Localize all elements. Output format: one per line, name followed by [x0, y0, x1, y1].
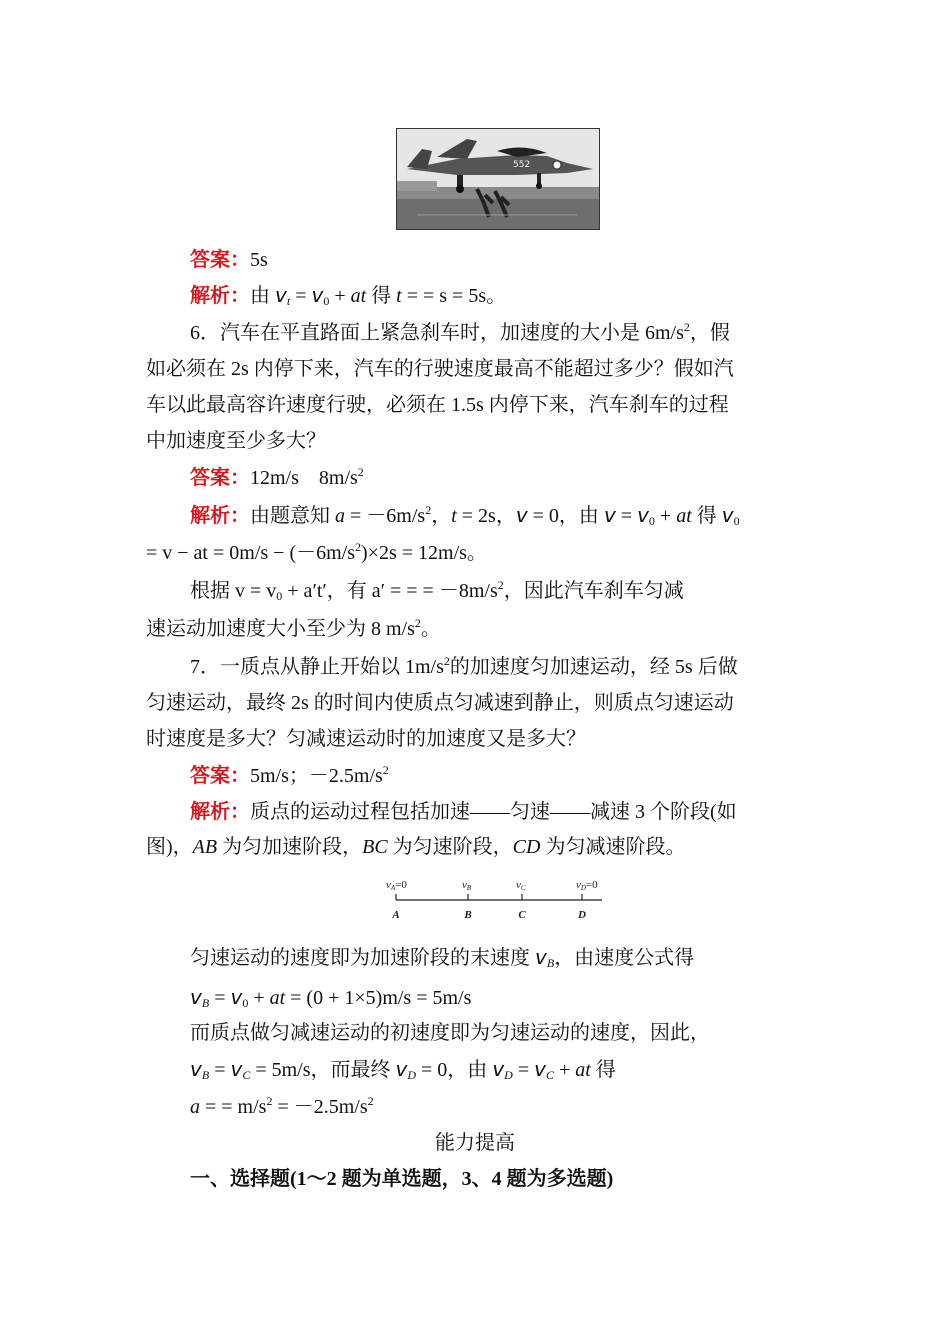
q6-line-1: 6．汽车在平直路面上紧急刹车时，加速度的大小是 $6m/s^2$，假 [190, 320, 730, 344]
q6-analysis-2: = v − at = $0m/s - (-6m/s^2)\times 2s = 12m/s$。 [146, 540, 487, 564]
q6-analysis-1: 解析：由题意知 $a = -6m/s^2$，t = 2s，v = 0，由 $v = v_0$ + at 得 $v_0$ [190, 503, 740, 528]
label-vb: vB [462, 879, 472, 892]
q6-analysis-4: 速运动加速度大小至少为 8 $m/s^2$。 [146, 616, 441, 640]
motion-diagram [380, 874, 620, 924]
q7-analysis-6: $v_B = v_C = 5m/s$，而最终 $v_D = 0$，由 $v_D = v_C$ + at 得 [190, 1057, 616, 1082]
q7-line-1: 7．一质点从静止开始以 $1m/s^2$的加速度匀加速运动，经 5s 后做 [190, 654, 738, 678]
q5-answer: 答案：5s [190, 247, 268, 271]
q7-line-3: 时速度是多大？匀减速运动时的加速度又是多大？ [146, 728, 586, 750]
label-va: vA=0 [386, 879, 407, 892]
q7-analysis-5: 而质点做匀减速运动的初速度即为匀速运动的速度，因此， [190, 1022, 710, 1044]
point-b: B [464, 909, 472, 921]
q7-analysis-3: 匀速运动的速度即为加速阶段的末速度 $v_B$，由速度公式得 [190, 945, 695, 970]
q6-line-3: 车以此最高容许速度行驶，必须在 1.5s 内停下来，汽车刹车的过程 [146, 394, 729, 416]
q6-analysis-3: 根据 $v = v_0 + a't'$，有 a′ = = = $-8m/s^2$，因此汽车刹车匀减 [190, 578, 684, 603]
section-heading: 一、选择题(1～2 题为单选题，3、4 题为多选题) [190, 1168, 614, 1190]
label-vc: vC [516, 879, 526, 892]
fighter-jet-image [397, 129, 599, 229]
q7-analysis-7: a = = $m/s^2 = -2.5m/s^2$ [190, 1094, 374, 1118]
tail-number: 552 [513, 160, 531, 170]
q7-answer: 答案：5m/s；$-2.5m/s^2$ [190, 763, 389, 787]
fighter-jet-photo [396, 128, 600, 230]
q6-line-4: 中加速度至少多大？ [146, 430, 326, 452]
point-d: D [578, 909, 586, 921]
q7-line-2: 匀速运动，最终 2s 的时间内使质点匀减速到静止，则质点匀速运动 [146, 692, 734, 714]
q6-line-2: 如必须在 2s 内停下来，汽车的行驶速度最高不能超过多少？假如汽 [146, 358, 734, 380]
section-title: 能力提高 [435, 1132, 515, 1154]
point-c: C [518, 909, 526, 921]
q7-analysis-1: 解析：质点的运动过程包括加速——匀速——减速 3 个阶段(如 [190, 799, 737, 823]
q7-analysis-2: 图)，AB 为匀加速阶段，BC 为匀速阶段，CD 为匀减速阶段。 [146, 836, 686, 858]
q7-analysis-4: $v_B = v_0$ + at = (0 + 1×5)m/s = 5m/s [190, 985, 472, 1010]
point-a: A [392, 909, 400, 921]
label-vd: vD=0 [576, 879, 598, 892]
q6-answer: 答案：12m/s $8m/s^2$ [190, 465, 364, 489]
q5-analysis: 解析：由 $v_t = v_0$ + at 得 t = = s = 5s。 [190, 283, 507, 308]
